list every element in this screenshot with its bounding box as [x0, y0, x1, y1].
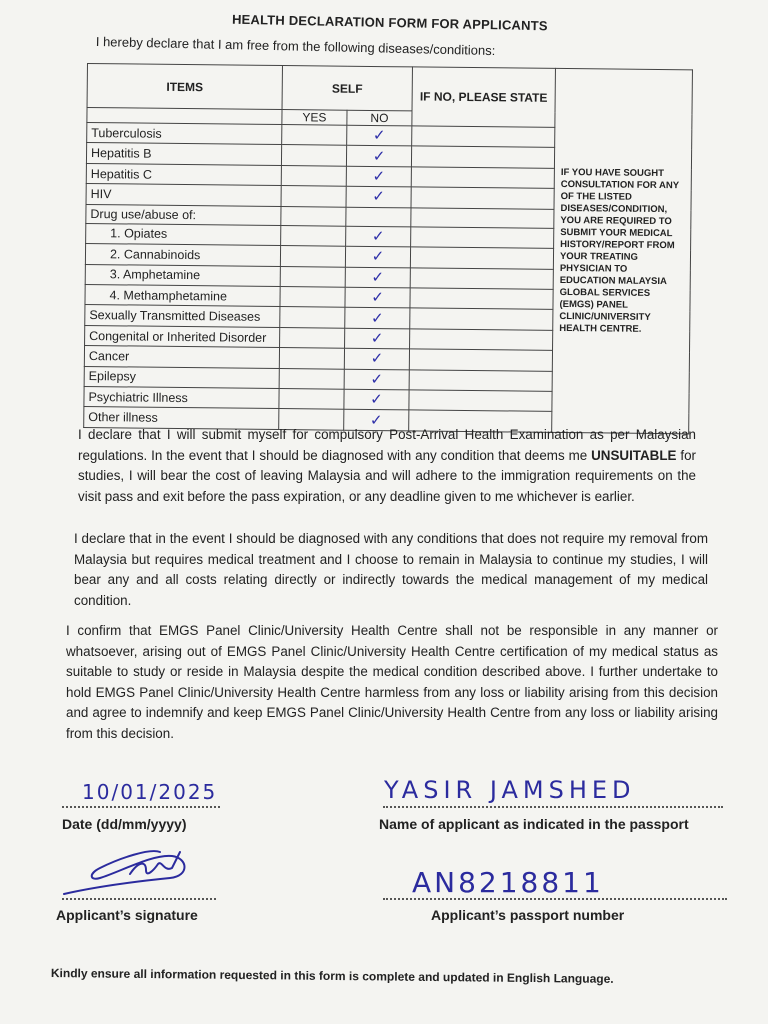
no-cell[interactable]: [344, 389, 409, 410]
row-cancer: Cancer: [84, 346, 279, 368]
passport-number-value[interactable]: AN8218811: [412, 866, 604, 899]
no-cell[interactable]: [346, 186, 411, 207]
applicant-signature-icon[interactable]: [60, 838, 200, 898]
row-std: Sexually Transmitted Diseases: [85, 305, 280, 327]
yes-cell[interactable]: [280, 266, 345, 287]
consultation-note: IF YOU HAVE SOUGHT CONSULTATION FOR ANY OF THE LISTED DISEASES/CONDITION, YOU ARE REQUIRED TO SUBMIT YOUR MEDICAL HISTORY/REPORT FROM YOUR TREATING PHYSICIAN TO EDUCATION MALAYSIA GLOBAL SERVICES (EMGS) PANEL CLINIC/UNIVERSITY HEALTH CENTRE.: [552, 68, 693, 433]
state-cell[interactable]: [410, 329, 553, 351]
no-cell[interactable]: [346, 166, 411, 187]
header-state: IF NO, PLEASE STATE: [412, 67, 556, 127]
form-title: HEALTH DECLARATION FORM FOR APPLICANTS: [231, 11, 548, 34]
check-mark-icon: ✓: [372, 167, 386, 186]
yes-cell[interactable]: [281, 145, 346, 166]
header-items: ITEMS: [87, 64, 282, 110]
row-psychiatric: Psychiatric Illness: [84, 387, 279, 409]
state-cell[interactable]: [412, 126, 555, 148]
row-drug-use: Drug use/abuse of:: [86, 204, 281, 225]
state-cell[interactable]: [410, 247, 553, 269]
state-cell[interactable]: [410, 267, 553, 289]
no-cell[interactable]: [344, 369, 409, 390]
yes-cell[interactable]: [282, 125, 347, 146]
no-cell[interactable]: [345, 246, 410, 267]
check-mark-icon: ✓: [370, 328, 384, 348]
header-self: [282, 66, 412, 111]
diseases-table: [83, 63, 693, 434]
check-mark-icon: ✓: [371, 267, 385, 286]
name-line: [383, 806, 723, 808]
row-amphetamine: 3. Amphetamine: [85, 264, 280, 286]
row-methamphetamine: 4. Methamphetamine: [85, 284, 280, 306]
row-tuberculosis: Tuberculosis: [87, 123, 282, 145]
state-cell[interactable]: [411, 187, 554, 209]
check-mark-icon: ✓: [370, 369, 384, 388]
yes-cell[interactable]: [279, 348, 344, 369]
no-cell[interactable]: [345, 267, 410, 288]
yes-cell[interactable]: [281, 165, 346, 186]
check-mark-icon: ✓: [371, 226, 385, 246]
date-label: Date (dd/mm/yyyy): [62, 816, 187, 832]
row-other-illness: Other illness: [84, 407, 279, 430]
row-congenital: Congenital or Inherited Disorder: [85, 325, 280, 347]
check-mark-icon: ✓: [372, 126, 386, 145]
declaration-post-arrival: I declare that I will submit myself for compulsory Post-Arrival Health Examination as per Malaysian regulations. In the event that I should be diagnosed with any condition that deems me UNSUITABLE for studies, I will bear the cost of leaving Malaysia and will adhere to the immigration requirements on the visit pass and exit before the pass expiration, or any deadline given to me whichever is earlier.: [78, 427, 696, 504]
form-intro: I hereby declare that I am free from the following diseases/conditions:: [95, 34, 496, 59]
row-opiates: 1. Opiates: [86, 223, 281, 245]
state-cell[interactable]: [409, 390, 552, 412]
row-epilepsy: Epilepsy: [84, 366, 279, 388]
row-cannabinoids: 2. Cannabinoids: [85, 244, 280, 266]
yes-cell[interactable]: [280, 246, 345, 267]
passport-number-label: Applicant’s passport number: [431, 907, 625, 923]
no-cell[interactable]: [345, 287, 410, 308]
yes-cell[interactable]: [279, 368, 344, 389]
yes-cell[interactable]: [280, 327, 345, 348]
yes-cell[interactable]: [280, 307, 345, 328]
no-cell[interactable]: [346, 146, 411, 167]
no-cell[interactable]: [346, 226, 411, 247]
yes-cell[interactable]: [279, 389, 344, 410]
state-cell[interactable]: [410, 288, 553, 310]
signature-stroke: [64, 851, 185, 894]
state-cell[interactable]: [411, 227, 554, 249]
yes-cell[interactable]: [280, 287, 345, 308]
check-mark-icon: ✓: [370, 349, 384, 368]
header-no: NO: [347, 110, 412, 126]
state-cell[interactable]: [410, 308, 553, 330]
passport-line: [383, 898, 727, 900]
row-hepatitis-c: Hepatitis C: [86, 163, 281, 185]
no-cell[interactable]: [345, 328, 410, 349]
state-cell[interactable]: [411, 146, 554, 168]
state-cell[interactable]: [409, 370, 552, 392]
no-cell[interactable]: [347, 125, 412, 146]
declaration-medical-costs: I declare that in the event I should be diagnosed with any conditions that does not require my removal from Malaysia but requires medical treatment and I choose to remain in Malaysia to continue my studies, I will bear any and all costs relating directly or indirectly towards the medical management of my medical condition.: [74, 531, 708, 608]
state-cell[interactable]: [411, 167, 554, 189]
check-mark-icon: ✓: [372, 187, 385, 206]
header-yes: YES: [282, 110, 347, 126]
footer-note: Kindly ensure all information requested in this form is complete and updated in English Language.: [50, 966, 614, 986]
declaration-indemnity: I confirm that EMGS Panel Clinic/University Health Centre shall not be responsible in any manner or whatsoever, arising out of EMGS Panel Clinic/University Health Centre certification of my medical status as suitable to study or reside in Malaysia despite the medical condition described above. I further undertake to hold EMGS Panel Clinic/University Health Centre harmless from any loss or liability arising from this decision and agree to indemnify and keep EMGS Panel Clinic/University Health Centre from any loss or liability arising from this decision.: [66, 623, 718, 741]
applicant-name-label: Name of applicant as indicated in the passport: [379, 816, 689, 832]
date-value[interactable]: 10/01/2025: [82, 780, 218, 804]
unsuitable-emphasis: UNSUITABLE: [591, 447, 677, 463]
applicant-name-value[interactable]: YASIR JAMSHED: [384, 776, 636, 804]
check-mark-icon: ✓: [369, 410, 383, 429]
header-self-label: SELF: [331, 81, 363, 96]
signature-line: [62, 898, 216, 900]
check-mark-icon: ✓: [370, 308, 384, 327]
no-cell[interactable]: [345, 308, 410, 329]
check-mark-icon: ✓: [370, 390, 383, 409]
check-mark-icon: ✓: [371, 288, 384, 307]
check-mark-icon: ✓: [371, 247, 385, 266]
no-cell[interactable]: [344, 348, 409, 369]
yes-cell[interactable]: [281, 186, 346, 207]
date-line: [62, 806, 220, 808]
signature-label: Applicant’s signature: [56, 907, 198, 923]
row-hepatitis-b: Hepatitis B: [86, 143, 281, 165]
check-mark-icon: ✓: [372, 146, 386, 165]
row-hiv: HIV: [86, 184, 281, 206]
yes-cell[interactable]: [281, 225, 346, 246]
state-cell[interactable]: [409, 349, 552, 371]
